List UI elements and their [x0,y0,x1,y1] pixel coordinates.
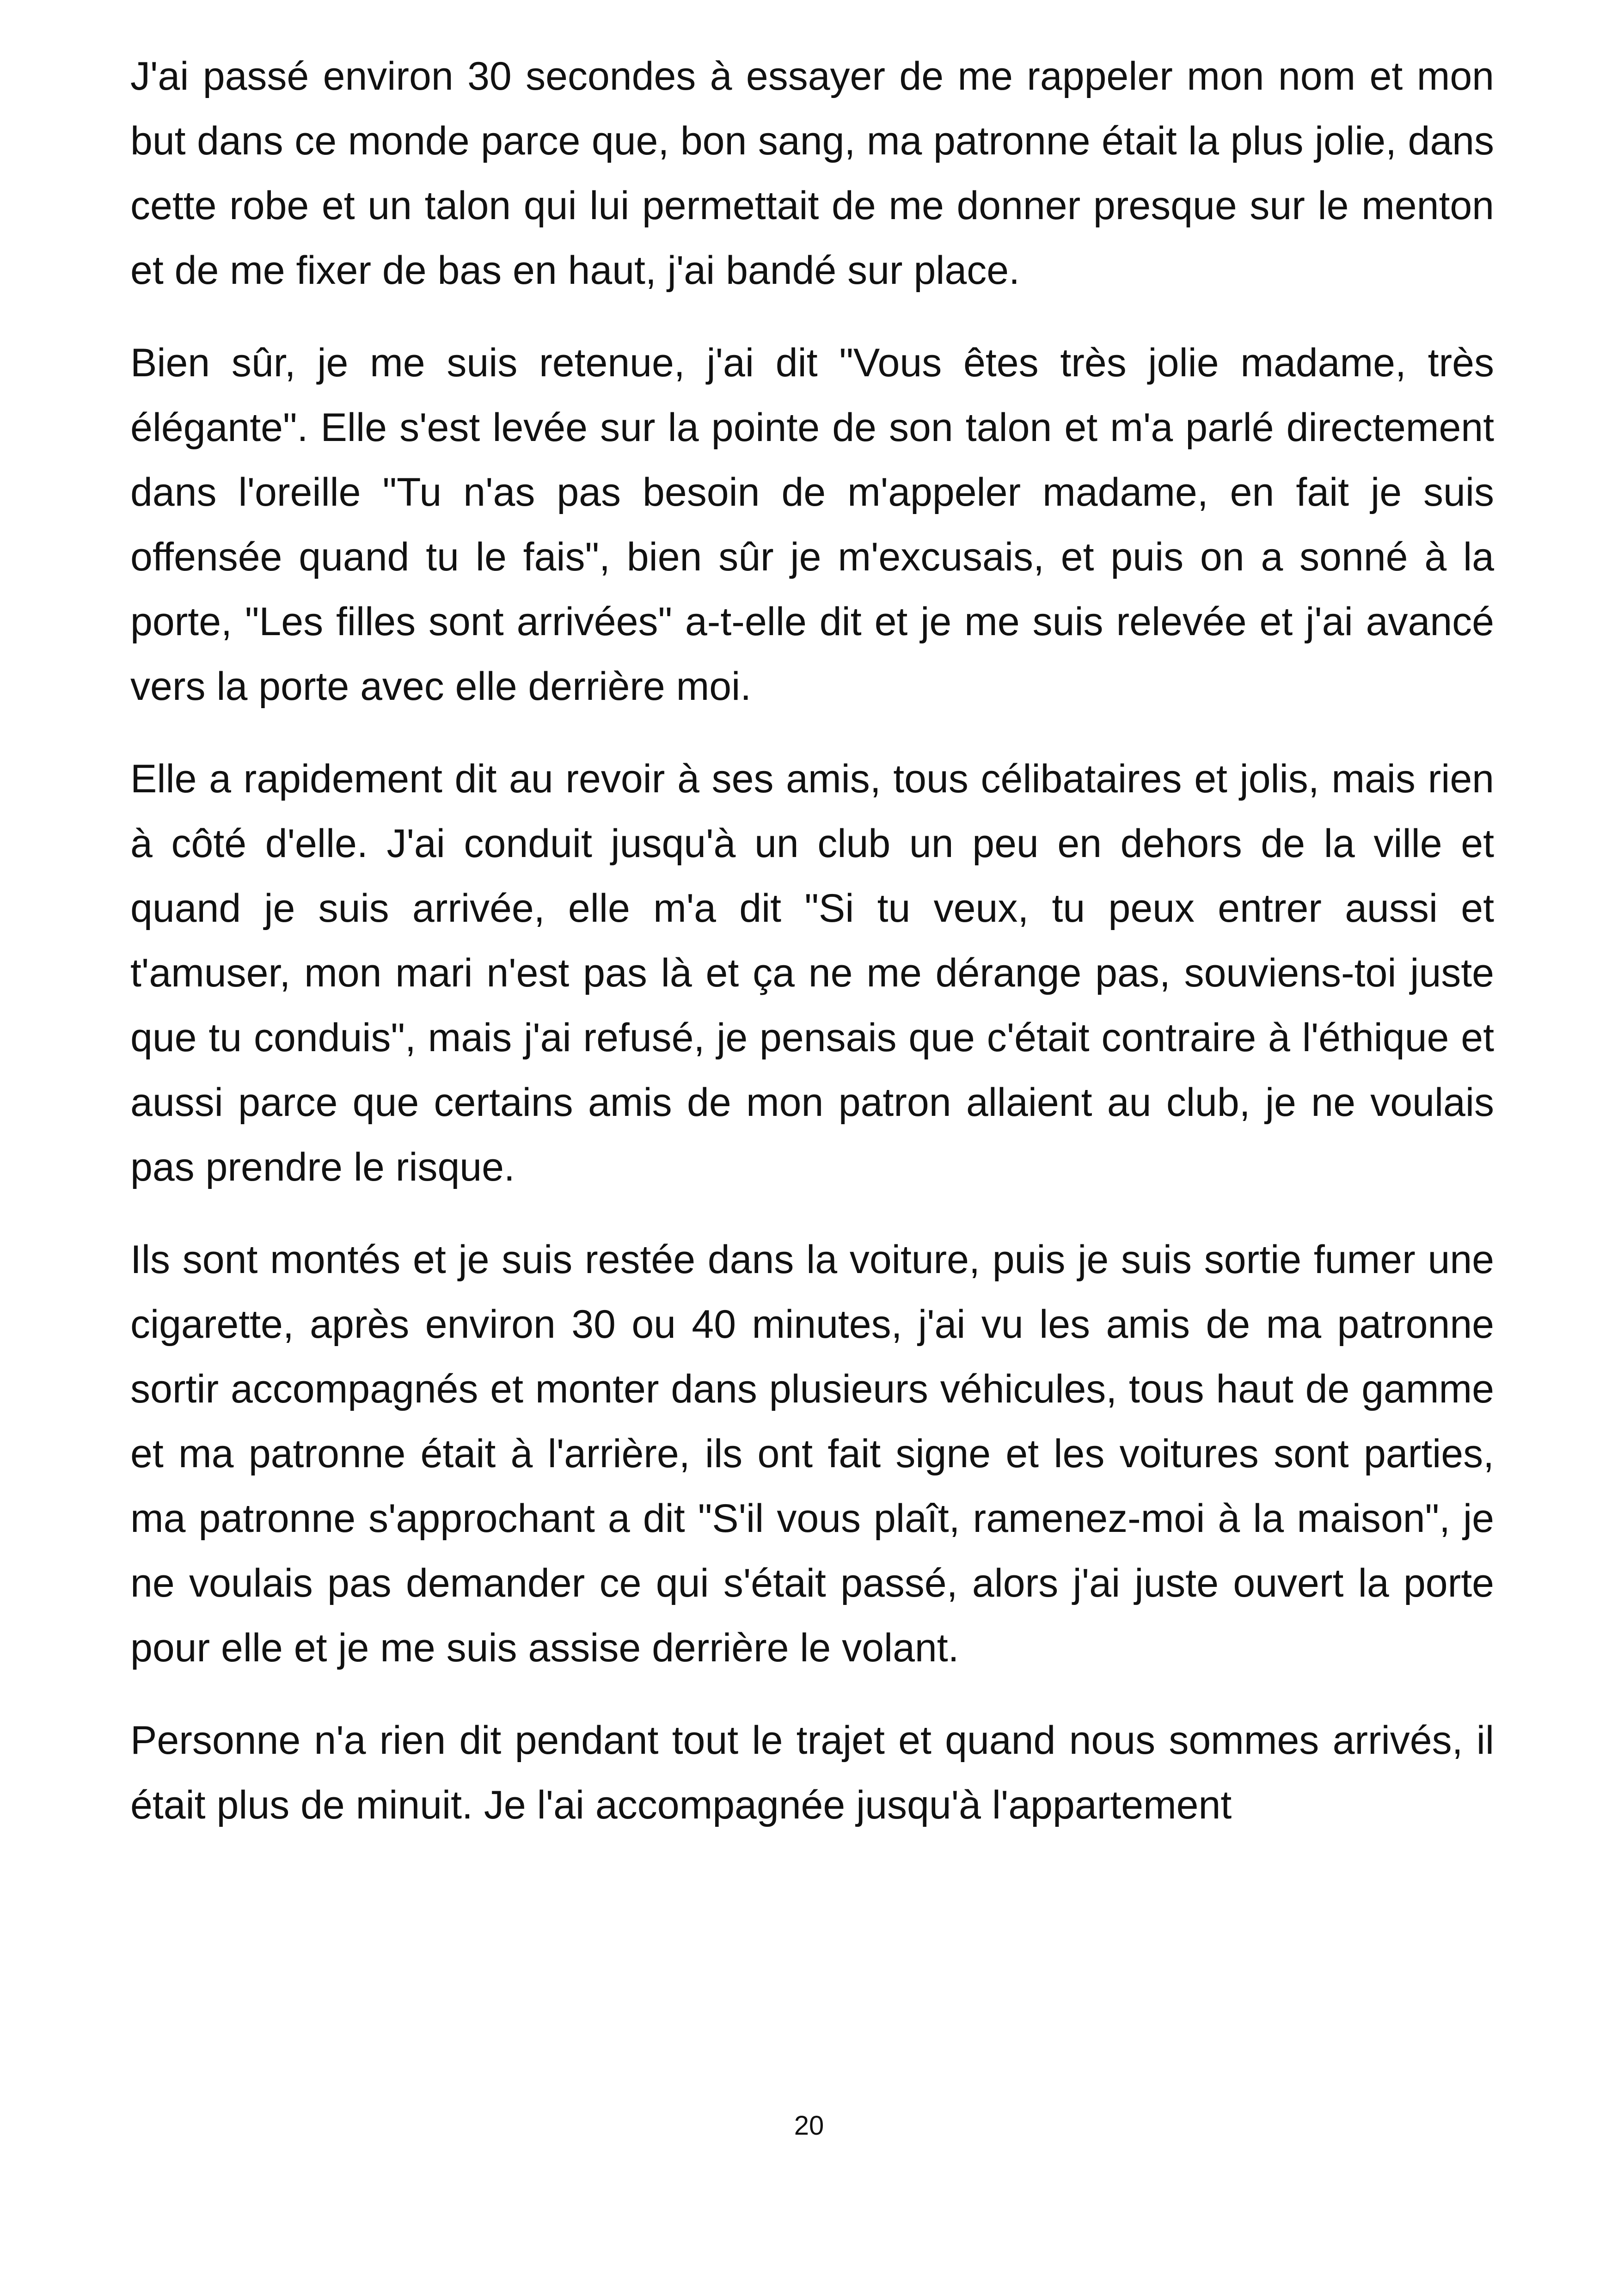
paragraph-5: Personne n'a rien dit pendant tout le trajet et quand nous sommes arrivés, il était plus de minuit. Je l'ai accompagnée jusqu'à l'appartement [130,1718,1494,1827]
paragraph-2: Bien sûr, je me suis retenue, j'ai dit "Vous êtes très jolie madame, très élégante". Elle s'est levée sur la pointe de son talon et m'a parlé directement dans l'oreille "Tu n'as pas besoin de m'appeler madame, en fait je suis offensée quand tu le fais", bien sûr je m'excusais, et puis on a sonné à la porte, "Les filles sont arrivées" a-t-elle dit et je me suis relevée et j'ai avancé vers la porte avec elle derrière moi. [130,341,1494,709]
paragraph-1: J'ai passé environ 30 secondes à essayer de me rappeler mon nom et mon but dans ce monde parce que, bon sang, ma patronne était la plus jolie, dans cette robe et un talon qui lui permettait de me donner presque sur le menton et de me fixer de bas en haut, j'ai bandé sur place. [130,54,1494,293]
paragraph-3: Elle a rapidement dit au revoir à ses amis, tous célibataires et jolis, mais rien à côté d'elle. J'ai conduit jusqu'à un club un peu en dehors de la ville et quand je suis arrivée, elle m'a dit "Si tu veux, tu peux entrer aussi et t'amuser, mon mari n'est pas là et ça ne me dérange pas, souviens-toi juste que tu conduis", mais j'ai refusé, je pensais que c'était contraire à l'éthique et aussi parce que certains amis de mon patron allaient au club, je ne voulais pas prendre le risque. [130,757,1494,1189]
paragraph-4: Ils sont montés et je suis restée dans la voiture, puis je suis sortie fumer une cigarette, après environ 30 ou 40 minutes, j'ai vu les amis de ma patronne sortir accompagnés et monter dans plusieurs véhicules, tous haut de gamme et ma patronne était à l'arrière, ils ont fait signe et les voitures sont parties, ma patronne s'approchant a dit "S'il vous plaît, ramenez-moi à la maison", je ne voulais pas demander ce qui s'était passé, alors j'ai juste ouvert la porte pour elle et je me suis assise derrière le volant. [130,1237,1494,1670]
body-text [130,44,1494,1865]
page-number: 20 [794,2111,824,2141]
